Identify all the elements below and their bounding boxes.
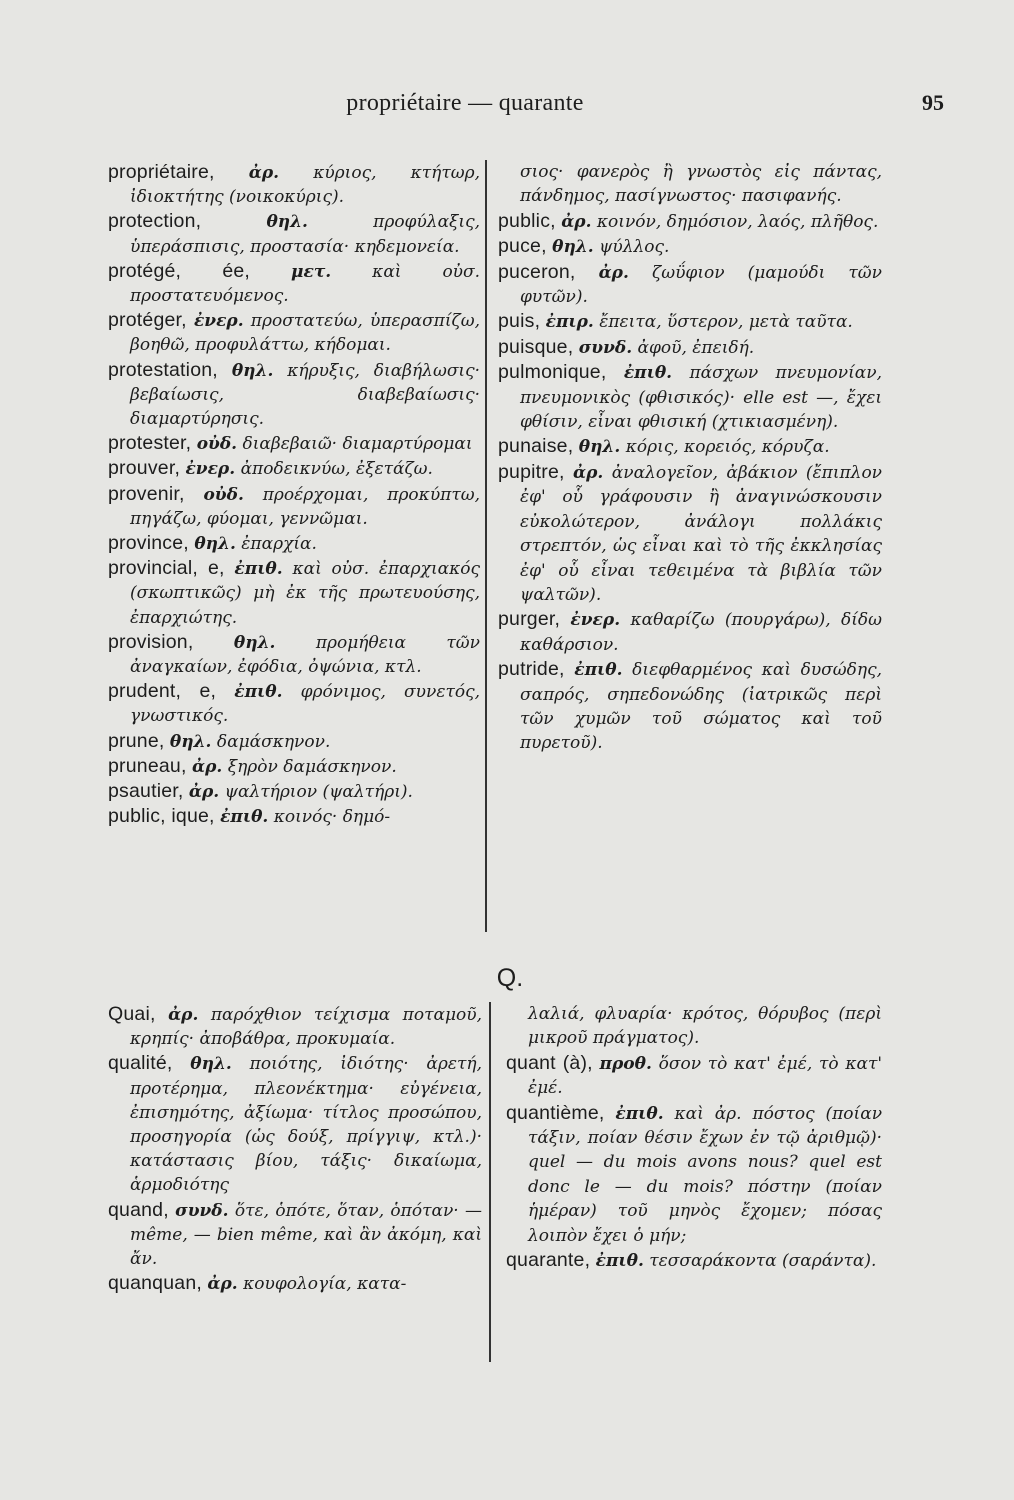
column-divider-top [485, 160, 487, 932]
dictionary-entry [498, 460, 882, 607]
entry-headword: purger, [498, 608, 561, 631]
entry-part-of-speech: ἐπιθ. [595, 1251, 644, 1272]
entry-headword: public, [498, 209, 556, 232]
entry-part-of-speech: ἐνερ. [193, 311, 244, 332]
entry-definition: κύριος, κτήτωρ, ἰδιοκτήτης (νοικοκύρις). [130, 163, 480, 208]
entry-definition: κοινόν, δημόσιον, λαός, πλῆθος. [596, 211, 879, 232]
entry-definition: καὶ οὐσ. προστατευόμενος. [130, 261, 481, 307]
entry-part-of-speech: μετ. [291, 261, 332, 282]
entry-part-of-speech: συνδ. [175, 1200, 229, 1221]
entry-definition: κουφολογία, κατα- [243, 1274, 407, 1295]
column-divider-bottom [489, 1002, 491, 1362]
entry-definition: καθαρίζω (πουργάρω), δίδω καθάρσιον. [520, 610, 883, 655]
dictionary-entry [108, 630, 480, 679]
entry-definition: τεσσαράκοντα (σαράντα). [649, 1251, 877, 1272]
entry-part-of-speech: ἐπιθ. [234, 682, 283, 703]
entry-part-of-speech: ἀρ. [561, 211, 592, 232]
dictionary-entry [108, 779, 480, 804]
entry-part-of-speech: θηλ. [266, 212, 308, 233]
entry-headword: pruneau, [108, 754, 187, 777]
entry-part-of-speech: ἀρ. [248, 163, 280, 183]
entry-continuation: λαλιά, φλυαρία· κρότος, θόρυβος (περὶ μικροῦ πράγματος). [528, 1004, 882, 1049]
entry-definition: ὅσον τὸ κατ' ἐμέ, τὸ κατ' ἐμέ. [528, 1053, 883, 1099]
entry-headword: prouver, [108, 457, 181, 480]
entry-definition: ἐπαρχία. [241, 534, 317, 555]
entry-headword: provincial, e, [108, 557, 225, 580]
entry-part-of-speech: ἐπιθ. [615, 1103, 664, 1124]
entry-definition: διεφθαρμένος καὶ δυσώδης, σαπρός, σηπεδονώδης (ἰατρικῶς περὶ τῶν χυμῶν τοῦ σώματος καὶ τοῦ πυρετοῦ). [520, 660, 882, 754]
dictionary-entry [506, 1002, 882, 1051]
entry-headword: putride, [498, 658, 565, 681]
entry-headword: quarante, [506, 1249, 591, 1272]
dictionary-entry [108, 209, 480, 258]
dictionary-entry [108, 431, 480, 456]
entry-headword: quanquan, [108, 1272, 202, 1295]
entry-definition: ζωΰφιον (μαμούδι τῶν φυτῶν). [520, 262, 883, 308]
dictionary-entry [506, 1101, 882, 1248]
entry-headword: pupitre, [498, 460, 565, 483]
entry-part-of-speech: θηλ. [578, 437, 621, 458]
entry-part-of-speech: ἀρ. [192, 756, 223, 777]
entry-part-of-speech: θηλ. [169, 731, 212, 752]
dictionary-entry [498, 160, 882, 209]
entry-part-of-speech: ἐπιθ. [234, 559, 283, 580]
entry-part-of-speech: ἐνερ. [185, 459, 236, 480]
dictionary-entry [108, 729, 480, 754]
entry-definition: κήρυξις, διαβήλωσις· βεβαίωσις, διαβεβαίωσις· διαμαρτύρησις. [130, 360, 481, 430]
section-letter-q: Q. [496, 964, 524, 992]
column-left-bottom [108, 1002, 482, 1296]
running-title: propriétaire — quarante [346, 90, 584, 116]
dictionary-entry [506, 1051, 882, 1101]
entry-headword: Quai, [108, 1003, 156, 1025]
column-right-bottom [506, 1002, 882, 1273]
dictionary-entry [498, 434, 882, 459]
entry-definition: προφύλαξις, ὑπεράσπισις, προστασία· κηδεμονεία. [130, 212, 481, 257]
dictionary-entry [108, 531, 480, 556]
entry-definition: ποιότης, ἰδιότης· ἀρετή, προτέρημα, πλεονέκτημα· εὐγένεια, ἐπισημότης, ἀξίωμα· τίτλος προσώπου, προσηγορία (ὡς δούξ, πρίγγιψ, κτλ.)· κατάστασις βίου, τάξις· δικαίωμα, ἁρμοδιότης [130, 1054, 482, 1196]
column-left-top [108, 160, 480, 829]
entry-headword: puis, [498, 310, 541, 333]
entry-part-of-speech: θηλ. [231, 360, 274, 381]
entry-part-of-speech: ἐπιθ. [574, 660, 623, 681]
entry-part-of-speech: ἀρ. [207, 1274, 238, 1295]
entry-part-of-speech: ἀρ. [188, 782, 220, 803]
entry-headword: provision, [108, 630, 194, 653]
entry-definition: προμήθεια τῶν ἀναγκαίων, ἐφόδια, ὀψώνια, κτλ. [130, 632, 481, 678]
entry-headword: qualité, [108, 1052, 173, 1075]
entry-definition: ψαλτήριον (ψαλτήρι). [224, 782, 413, 803]
dictionary-entry [108, 1271, 482, 1296]
entry-part-of-speech: ἀρ. [168, 1005, 199, 1025]
entry-part-of-speech: οὐδ. [196, 434, 238, 455]
entry-headword: public, ique, [108, 805, 215, 828]
entry-definition: κοινός· δημό- [273, 807, 391, 828]
entry-part-of-speech: ἐπιρ. [545, 312, 594, 333]
dictionary-entry [498, 309, 882, 334]
entry-headword: protester, [108, 432, 192, 455]
entry-headword: prune, [108, 729, 165, 752]
entry-part-of-speech: προθ. [599, 1053, 652, 1074]
entry-headword: quantième, [506, 1101, 605, 1124]
dictionary-entry [108, 358, 480, 432]
dictionary-entry [498, 607, 882, 657]
dictionary-entry [108, 1002, 482, 1051]
entry-headword: psautier, [108, 780, 184, 803]
entry-headword: protection, [108, 210, 202, 233]
entry-definition: ἀφοῦ, ἐπειδή. [637, 337, 755, 358]
entry-headword: punaise, [498, 435, 574, 458]
entry-definition: ὅτε, ὁπότε, ὅταν, ὁπόταν· — même, — bien même, καὶ ἂν ἀκόμη, καὶ ἄν. [130, 1200, 483, 1270]
entry-part-of-speech: θηλ. [552, 237, 594, 258]
entry-definition: καὶ ἀρ. πόστος (ποίαν τάξιν, ποίαν θέσιν ἔχων ἐν τῷ ἀριθμῷ)· quel — du mois avons nous? quel est donc le — du mois? πόστην (ποίαν ἡμέραν) τοῦ μηνὸς ἔχομεν; πόσας λοιπὸν ἔχει ὁ μήν; [528, 1103, 883, 1246]
entry-headword: province, [108, 532, 189, 555]
page-header [0, 90, 1014, 126]
entry-part-of-speech: θηλ. [190, 1054, 232, 1075]
entry-part-of-speech: οὐδ. [203, 484, 244, 505]
entry-part-of-speech: θηλ. [233, 632, 276, 653]
dictionary-entry [108, 308, 480, 357]
entry-continuation: σιος· φανερὸς ἢ γνωστὸς εἰς πάντας, πάνδημος, πασίγνωστος· πασιφανής. [520, 162, 882, 207]
entry-headword: puce, [498, 235, 547, 258]
entry-definition: ἀναλογεῖον, ἀβάκιον (ἔπιπλον ἐφ' οὗ γράφουσιν ἢ ἀναγινώσκουσιν εὐκολώτερον, ἀνάλογι πολλάκις στρεπτόν, ὡς εἶναι καὶ τὸ τῆς ἐκκλησίας ἐφ' οὗ εἶναι τεθειμένα τὰ βιβλία τῶν ψαλτῶν). [520, 462, 883, 605]
entry-part-of-speech: συνδ. [578, 337, 633, 358]
entry-headword: puceron, [498, 260, 576, 283]
entry-definition: πάσχων πνευμονίαν, πνευμονικὸς (φθισικός)· elle est —, ἔχει φθίσιν, εἶναι φθισική (χτικιασμένη). [520, 363, 883, 433]
column-right-top [498, 160, 882, 756]
dictionary-entry [498, 360, 882, 434]
entry-definition: καὶ οὐσ. ἐπαρχιακός (σκωπτικῶς) μὴ ἐκ τῆς πρωτευούσης, ἐπαρχιώτης. [130, 559, 480, 628]
entry-part-of-speech: θηλ. [194, 534, 236, 555]
page-number: 95 [922, 90, 944, 115]
entry-headword: propriétaire, [108, 161, 215, 183]
entry-definition: διαβεβαιῶ· διαμαρτύρομαι [242, 434, 473, 455]
entry-definition: ξηρὸν δαμάσκηνον. [227, 756, 397, 777]
entry-headword: protestation, [108, 358, 218, 381]
dictionary-entry [108, 259, 480, 308]
entry-definition: φρόνιμος, συνετός, γνωστικός. [130, 682, 481, 727]
entry-definition: παρόχθιον τείχισμα ποταμοῦ, κρηπίς· ἀποβάθρα, προκυμαία. [130, 1005, 482, 1050]
dictionary-entry [108, 679, 480, 728]
dictionary-entry [108, 482, 480, 531]
entry-part-of-speech: ἐνερ. [570, 610, 621, 631]
entry-part-of-speech: ἀρ. [573, 462, 604, 483]
entry-definition: ἀποδεικνύω, ἐξετάζω. [240, 459, 433, 480]
dictionary-entry [498, 335, 882, 360]
entry-headword: quand, [108, 1198, 169, 1221]
entry-part-of-speech: ἀρ. [598, 262, 629, 283]
entry-definition: δαμάσκηνον. [216, 731, 331, 752]
entry-headword: prudent, e, [108, 680, 217, 703]
entry-headword: provenir, [108, 482, 185, 505]
entry-definition: κόρις, κορειός, κόρυζα. [625, 437, 830, 458]
dictionary-entry [498, 260, 882, 310]
dictionary-entry [498, 234, 882, 259]
entry-part-of-speech: ἐπιθ. [220, 807, 269, 828]
dictionary-entry [108, 456, 480, 481]
dictionary-entry [498, 209, 882, 234]
entry-definition: προστατεύω, ὑπερασπίζω, βοηθῶ, προφυλάττω, κήδομαι. [130, 311, 480, 356]
dictionary-entry [498, 657, 882, 756]
dictionary-entry [108, 160, 480, 209]
dictionary-entry [108, 754, 480, 779]
entry-part-of-speech: ἐπιθ. [623, 363, 673, 384]
entry-headword: pulmonique, [498, 361, 607, 384]
entry-headword: protégé, ée, [108, 259, 251, 282]
dictionary-entry [108, 1051, 482, 1197]
entry-definition: ψύλλος. [599, 237, 670, 258]
dictionary-entry [108, 1198, 482, 1272]
dictionary-entry [108, 804, 480, 829]
dictionary-entry [506, 1248, 882, 1273]
entry-definition: ἔπειτα, ὕστερον, μετὰ ταῦτα. [599, 312, 853, 333]
entry-headword: protéger, [108, 309, 187, 332]
entry-headword: quant (à), [506, 1051, 593, 1074]
entry-definition: προέρχομαι, προκύπτω, πηγάζω, φύομαι, γεννῶμαι. [130, 484, 480, 529]
entry-headword: puisque, [498, 335, 574, 358]
dictionary-entry [108, 556, 480, 630]
